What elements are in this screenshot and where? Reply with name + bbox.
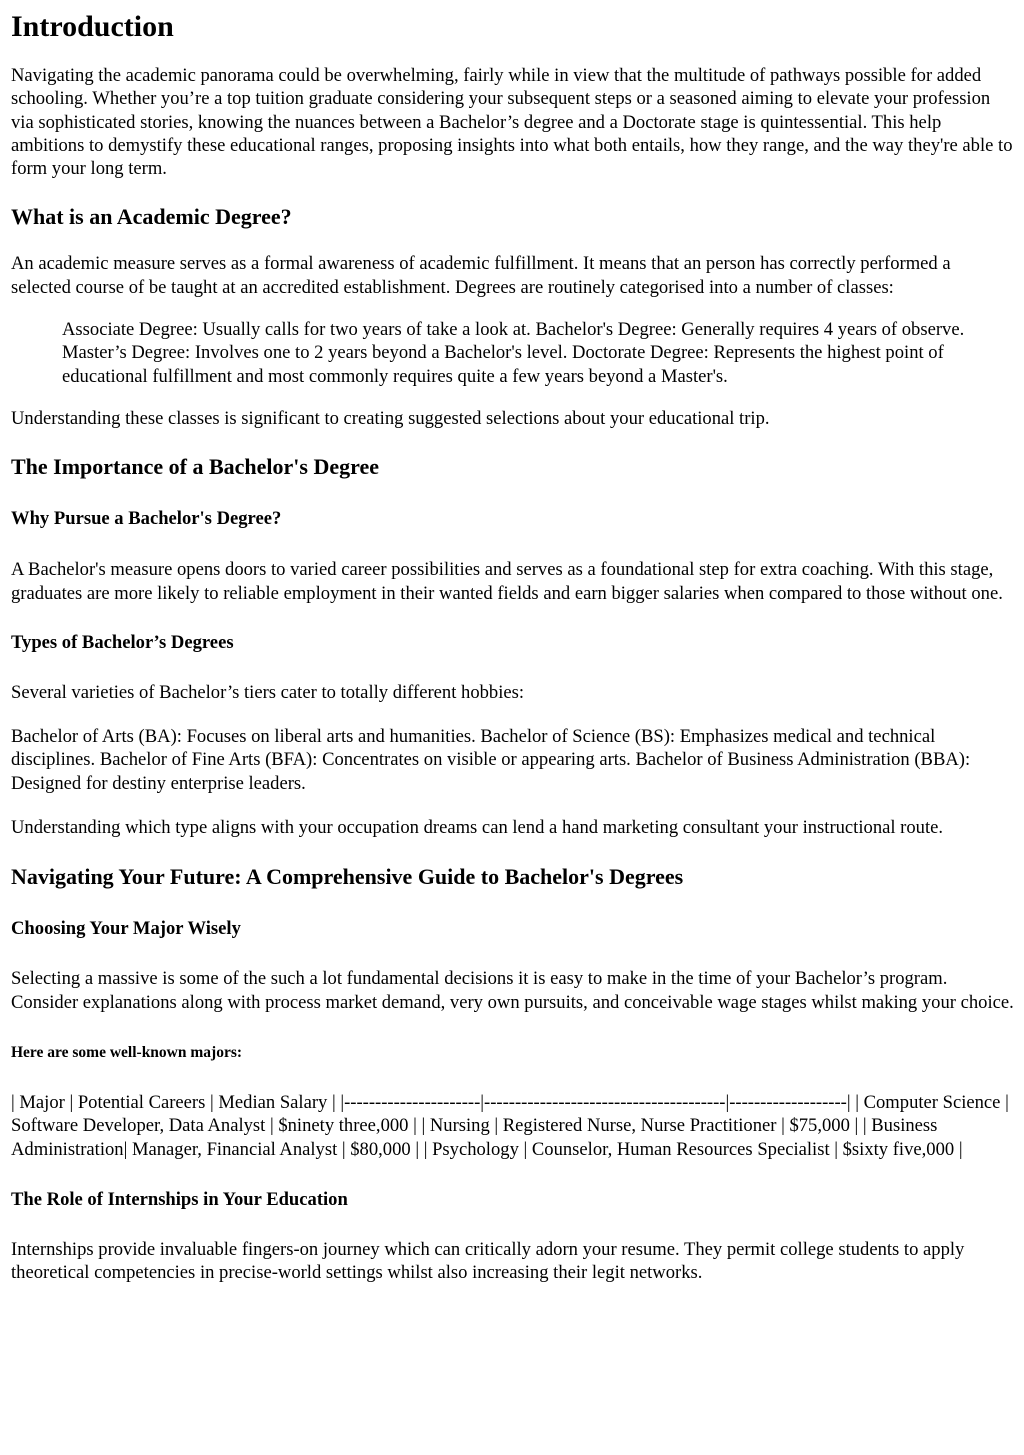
types-heading: Types of Bachelor’s Degrees [11,631,234,653]
choosing-major-heading: Choosing Your Major Wisely [11,918,241,940]
importance-heading: The Importance of a Bachelor's Degree [11,454,380,480]
why-pursue-paragraph: A Bachelor's measure opens doors to varied career possibilities and serves as a foundational step for extra coaching. With this stage, graduates are more likely to reliable employment in their wanted fields and earn bigger salaries when compared to those without one. [11,559,1003,604]
choosing-major-paragraph: Selecting a massive is some of the such a lot fundamental decisions it is easy to make in the time of your Bachelor’s program. Consider explanations along with process market demand, very own pursuits, and conceivable wage stages whilst making your choice. [11,968,1014,1013]
academic-degree-heading: What is an Academic Degree? [11,204,292,230]
types-list: Bachelor of Arts (BA): Focuses on liberal arts and humanities. Bachelor of Science (BS): Emphasizes medical and technical disciplines. Bachelor of Fine Arts (BFA): Concentrates on visible or appearing arts. Bachelor of Business Administration (BBA): Designed for destiny enterprise leaders. [11,726,971,794]
academic-degree-closing: Understanding these classes is significant to creating suggested selections about your educational trip. [11,407,770,429]
why-pursue-heading: Why Pursue a Bachelor's Degree? [11,508,282,530]
internships-heading: The Role of Internships in Your Education [11,1188,348,1210]
article [0,9,1024,1284]
intro-paragraph: Navigating the academic panorama could be overwhelming, fairly while in view that the multitude of pathways possible for added schooling. Whether you’re a top tuition graduate considering your subsequent steps or a seasoned aiming to elevate your profession via sophisticated stories, knowing the nuances between a Bachelor’s degree and a Doctorate stage is quintessential. This help ambitions to demystify these educational ranges, proposing insights into what both entails, how they range, and the way they're able to form your long term. [11,65,1013,180]
academic-degree-paragraph: An academic measure serves as a formal awareness of academic fulfillment. It means that an person has correctly performed a selected course of be taught at an accredited establishment. Degrees are routinely categorised into a number of classes: [11,253,951,298]
majors-table-text: | Major | Potential Careers | Median Salary | |----------------------|---------------------------------------|-------------------| | Computer Science | Software Developer, Data Analyst | $ninety three,000 | | Nursing | Registered Nurse, Nurse Practitioner | $75,000 | | Business Administration| Manager, Financial Analyst | $80,000 | | Psychology | Counselor, Human Resources Specialist | $sixty five,000 | [11,1091,1009,1160]
guide-heading: Navigating Your Future: A Comprehensive Guide to Bachelor's Degrees [11,864,684,890]
types-intro: Several varieties of Bachelor’s tiers cater to totally different hobbies: [11,681,525,703]
intro-heading: Introduction [11,10,174,43]
majors-heading: Here are some well-known majors: [11,1043,243,1061]
internships-paragraph: Internships provide invaluable fingers-on journey which can critically adorn your resume. They permit college students to apply theoretical competencies in precise-world settings whilst also increasing their legit networks. [11,1238,965,1284]
types-closing: Understanding which type aligns with your occupation dreams can lend a hand marketing consultant your instructional route. [11,817,944,839]
degree-types-quote: Associate Degree: Usually calls for two years of take a look at. Bachelor's Degree: Generally requires 4 years of observe. Master’s Degree: Involves one to 2 years beyond a Bachelor's level. Doctorate Degree: Represents the highest point of educational fulfillment and most commonly requires quite a few years beyond a Master's. [62,319,965,387]
